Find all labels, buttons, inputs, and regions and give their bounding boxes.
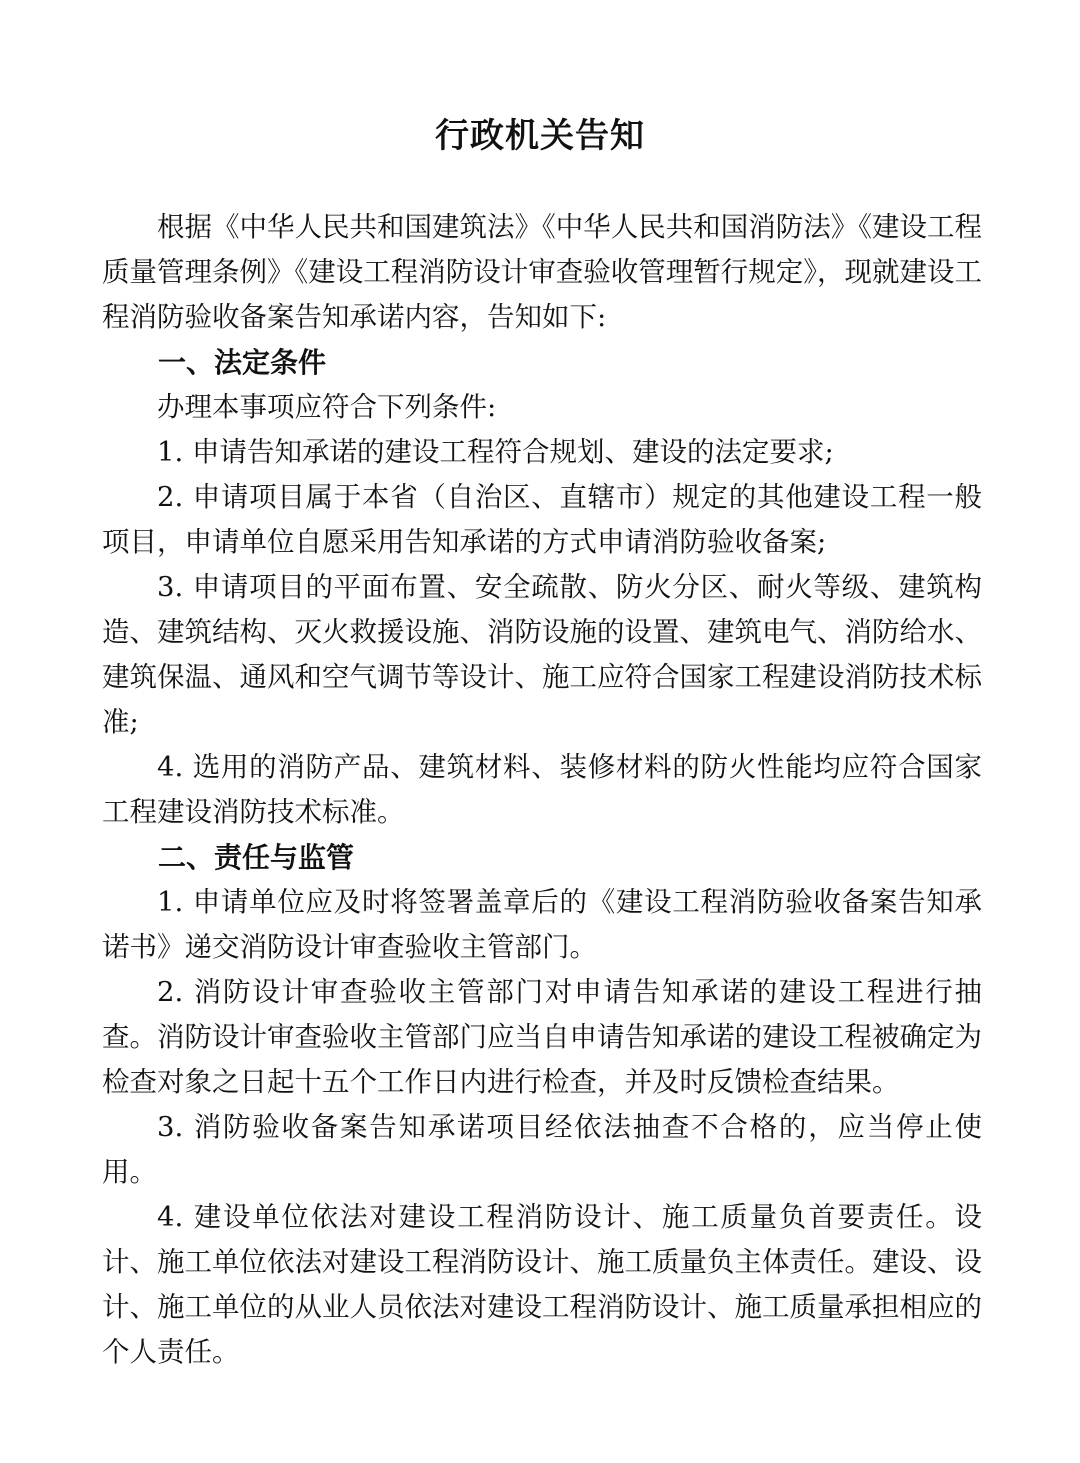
section-heading-responsibility: 二、责任与监管 (158, 841, 355, 874)
condition-item: 2. 申请项目属于本省（自治区、直辖市）规定的其他建设工程一般项目，申请单位自愿采用告知承诺的方式申请消防验收备案; (102, 481, 982, 558)
responsibility-item: 1. 申请单位应及时将签署盖章后的《建设工程消防验收备案告知承诺书》递交消防设计审查验收主管部门。 (102, 886, 982, 963)
section-lead: 办理本事项应符合下列条件: (157, 391, 497, 423)
responsibility-item: 2. 消防设计审查验收主管部门对申请告知承诺的建设工程进行抽查。消防设计审查验收主管部门应当自申请告知承诺的建设工程被确定为检查对象之日起十五个工作日内进行检查，并及时反馈检查结果。 (102, 976, 982, 1098)
responsibility-item: 4. 建设单位依法对建设工程消防设计、施工质量负首要责任。设计、施工单位依法对建设工程消防设计、施工质量负主体责任。建设、设计、施工单位的从业人员依法对建设工程消防设计、施工质量承担相应的个人责任。 (102, 1201, 982, 1368)
condition-item: 4. 选用的消防产品、建筑材料、装修材料的防火性能均应符合国家工程建设消防技术标准。 (102, 751, 982, 828)
condition-item: 3. 申请项目的平面布置、安全疏散、防火分区、耐火等级、建筑构造、建筑结构、灭火救援设施、消防设施的设置、建筑电气、消防给水、建筑保温、通风和空气调节等设计、施工应符合国家工程建设消防技术标准; (102, 571, 982, 738)
document-body (102, 205, 982, 1375)
section-heading-legal-conditions: 一、法定条件 (158, 346, 327, 379)
condition-item: 1. 申请告知承诺的建设工程符合规划、建设的法定要求; (157, 436, 834, 468)
responsibility-item: 3. 消防验收备案告知承诺项目经依法抽查不合格的，应当停止使用。 (102, 1111, 982, 1188)
intro-paragraph: 根据《中华人民共和国建筑法》《中华人民共和国消防法》《建设工程质量管理条例》《建设工程消防设计审查验收管理暂行规定》，现就建设工程消防验收备案告知承诺内容，告知如下: (102, 211, 982, 333)
document-title: 行政机关告知 (435, 116, 645, 156)
